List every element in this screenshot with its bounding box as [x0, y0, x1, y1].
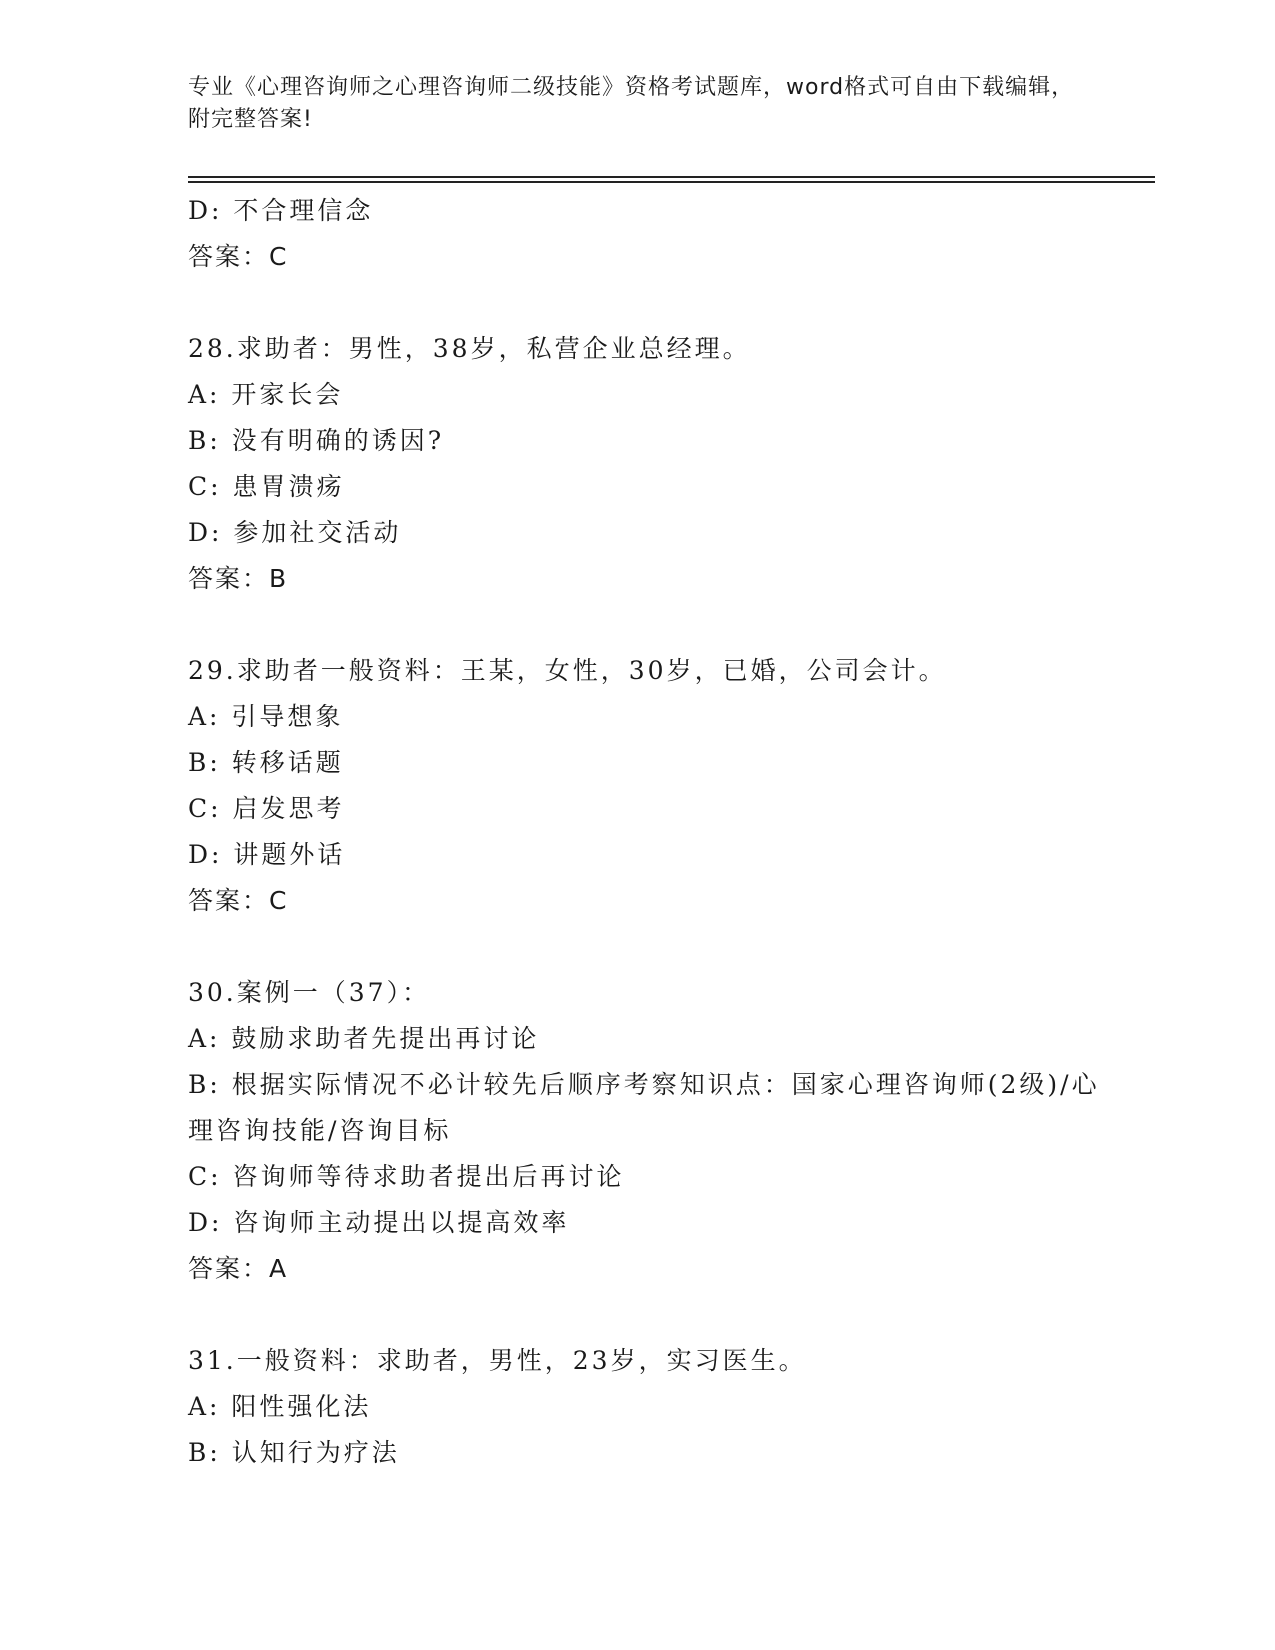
option-c: C: 启发思考 — [188, 794, 345, 823]
option-a: A: 引导想象 — [188, 702, 344, 731]
document-header: 专业《心理咨询师之心理咨询师二级技能》资格考试题库，word格式可自由下载编辑，附完整答案! — [188, 75, 1075, 132]
option-b: B: 认知行为疗法 — [188, 1438, 400, 1467]
question-29-stem: 29.求助者一般资料：王某，女性，30岁，已婚，公司会计。 — [188, 656, 947, 685]
answer-line: 答案：B — [188, 564, 289, 593]
option-b: B: 转移话题 — [188, 748, 344, 777]
option-d: D: 咨询师主动提出以提高效率 — [188, 1208, 570, 1237]
question-30-stem: 30.案例一（37）： — [188, 978, 431, 1007]
spacer — [188, 924, 1108, 970]
option-b: B: 根据实际情况不必计较先后顺序考察知识点：国家心理咨询师(2级)/心理咨询技能/咨询目标 — [188, 1070, 1100, 1145]
header-rule-bottom — [188, 181, 1155, 183]
answer-line: 答案：C — [188, 886, 289, 915]
option-d: D: 讲题外话 — [188, 840, 346, 869]
option-b: B: 没有明确的诱因? — [188, 426, 445, 455]
question-31-stem: 31.一般资料：求助者，男性，23岁，实习医生。 — [188, 1346, 807, 1375]
option-d: D: 不合理信念 — [188, 196, 374, 225]
question-list — [188, 188, 1108, 1476]
question-28-stem: 28.求助者：男性，38岁，私营企业总经理。 — [188, 334, 751, 363]
option-a: A: 开家长会 — [188, 380, 344, 409]
spacer — [188, 1292, 1108, 1338]
option-c: C: 咨询师等待求助者提出后再讨论 — [188, 1162, 625, 1191]
spacer — [188, 280, 1108, 326]
spacer — [188, 602, 1108, 648]
option-c: C: 患胃溃疡 — [188, 472, 345, 501]
option-a: A: 阳性强化法 — [188, 1392, 372, 1421]
answer-line: 答案：C — [188, 242, 289, 271]
header-rule-top — [188, 176, 1155, 178]
option-d: D: 参加社交活动 — [188, 518, 402, 547]
answer-line: 答案：A — [188, 1254, 289, 1283]
option-a: A: 鼓励求助者先提出再讨论 — [188, 1024, 540, 1053]
